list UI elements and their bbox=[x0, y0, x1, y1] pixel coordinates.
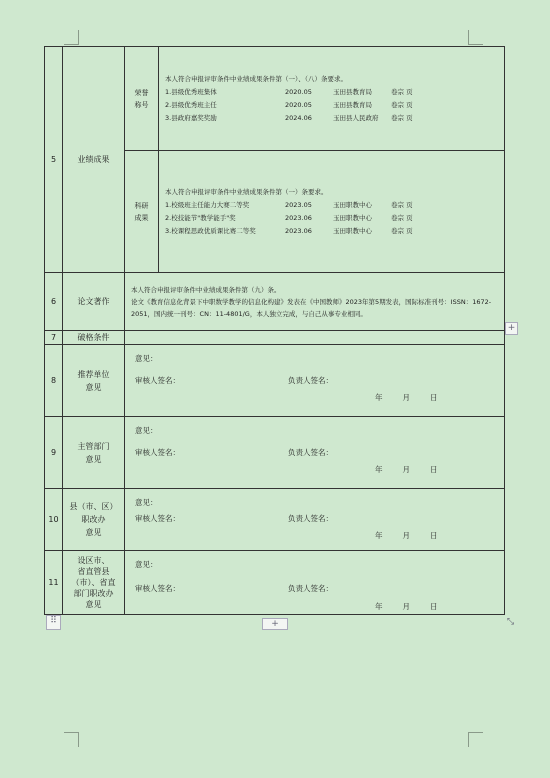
honor-item: 2.县级优秀班主任 2020.05 玉田县教育局 卷宗 页 bbox=[165, 100, 413, 109]
row-5-label: 业绩成果 bbox=[63, 47, 125, 273]
row-6 bbox=[45, 273, 505, 331]
honor-item: 1.县级优秀班集体 2020.05 玉田县教育局 卷宗 页 bbox=[165, 87, 413, 96]
row-10-number: 10 bbox=[45, 489, 63, 551]
row-10 bbox=[45, 489, 505, 551]
research-intro: 本人符合申报评审条件中业绩成果条件第（一）条要求。 bbox=[165, 187, 328, 196]
row-5-number: 5 bbox=[45, 47, 63, 273]
paper-line: 本人符合申报评审条件中业绩成果条件第（九）条。 bbox=[131, 285, 281, 294]
research-sub-label: 科研 成果 bbox=[125, 151, 159, 273]
responsible-signature-label: 负责人签名： bbox=[288, 584, 333, 593]
exception-content[interactable] bbox=[125, 331, 505, 345]
row-11-label: 设区市、 省直管县 （市）、省直 部门职改办 意见 bbox=[63, 551, 125, 615]
row-11-number: 11 bbox=[45, 551, 63, 615]
row-8-label: 推荐单位 意见 bbox=[63, 345, 125, 417]
row-11 bbox=[45, 551, 505, 615]
application-form-table[interactable] bbox=[44, 46, 505, 615]
reviewer-signature-label: 审核人签名： bbox=[135, 376, 180, 385]
table-resize-handle-icon[interactable]: ⤡ bbox=[506, 617, 515, 627]
date-line: 年 月 日 bbox=[375, 602, 438, 611]
opinion-label: 意见： bbox=[135, 426, 158, 435]
row-7-number: 7 bbox=[45, 331, 63, 345]
date-line: 年 月 日 bbox=[375, 465, 438, 474]
row-7-label: 破格条件 bbox=[63, 331, 125, 345]
authority-opinion[interactable] bbox=[125, 417, 505, 489]
reviewer-signature-label: 审核人签名： bbox=[135, 514, 180, 523]
opinion-label: 意见： bbox=[135, 498, 158, 507]
responsible-signature-label: 负责人签名： bbox=[288, 514, 333, 523]
row-8 bbox=[45, 345, 505, 417]
crop-mark-bottom-right bbox=[468, 732, 483, 747]
crop-mark-bottom-left bbox=[64, 732, 79, 747]
crop-mark-top-right bbox=[468, 30, 483, 45]
research-item: 2.校技能节"教学能手"奖 2023.06 玉田职教中心 卷宗 页 bbox=[165, 213, 413, 222]
research-content[interactable] bbox=[159, 151, 505, 273]
honor-content[interactable] bbox=[159, 47, 505, 151]
responsible-signature-label: 负责人签名： bbox=[288, 448, 333, 457]
county-opinion[interactable] bbox=[125, 489, 505, 551]
table-move-handle-icon[interactable]: ⠿ bbox=[46, 615, 61, 630]
responsible-signature-label: 负责人签名： bbox=[288, 376, 333, 385]
honor-item: 3.县政府嘉奖奖励 2024.06 玉田县人民政府 卷宗 页 bbox=[165, 113, 413, 122]
city-opinion[interactable] bbox=[125, 551, 505, 615]
reviewer-signature-label: 审核人签名： bbox=[135, 448, 180, 457]
row-9-number: 9 bbox=[45, 417, 63, 489]
add-row-icon[interactable]: + bbox=[262, 618, 288, 630]
opinion-label: 意见： bbox=[135, 560, 158, 569]
opinion-label: 意见： bbox=[135, 354, 158, 363]
reviewer-signature-label: 审核人签名： bbox=[135, 584, 180, 593]
paper-line: 论文《教育信息化背景下中职数学教学的信息化构建》发表在《中国教师》2023年第5期发表，国际标准刊号：ISSN：1672-2051，国内统一刊号：CN：11-4801/G，本人独立完成，与自己从事专业相同。 bbox=[131, 297, 492, 318]
honor-sub-label: 荣誉 称号 bbox=[125, 47, 159, 151]
row-6-number: 6 bbox=[45, 273, 63, 331]
research-item: 3.校课程思政优质课比赛二等奖 2023.06 玉田职教中心 卷宗 页 bbox=[165, 226, 413, 235]
add-column-icon[interactable]: + bbox=[505, 322, 518, 335]
row-5-honor bbox=[45, 47, 505, 151]
row-6-label: 论文著作 bbox=[63, 273, 125, 331]
date-line: 年 月 日 bbox=[375, 531, 438, 540]
row-9 bbox=[45, 417, 505, 489]
recommend-opinion[interactable] bbox=[125, 345, 505, 417]
row-7 bbox=[45, 331, 505, 345]
row-10-label: 县（市、区） 职改办 意见 bbox=[63, 489, 125, 551]
paper-content[interactable] bbox=[125, 273, 505, 331]
date-line: 年 月 日 bbox=[375, 393, 438, 402]
research-item: 1.校级班主任能力大赛二等奖 2023.05 玉田职教中心 卷宗 页 bbox=[165, 200, 413, 209]
honor-intro: 本人符合申报评审条件中业绩成果条件第（一）、（八）条要求。 bbox=[165, 74, 347, 83]
crop-mark-top-left bbox=[64, 30, 79, 45]
row-8-number: 8 bbox=[45, 345, 63, 417]
row-9-label: 主管部门 意见 bbox=[63, 417, 125, 489]
